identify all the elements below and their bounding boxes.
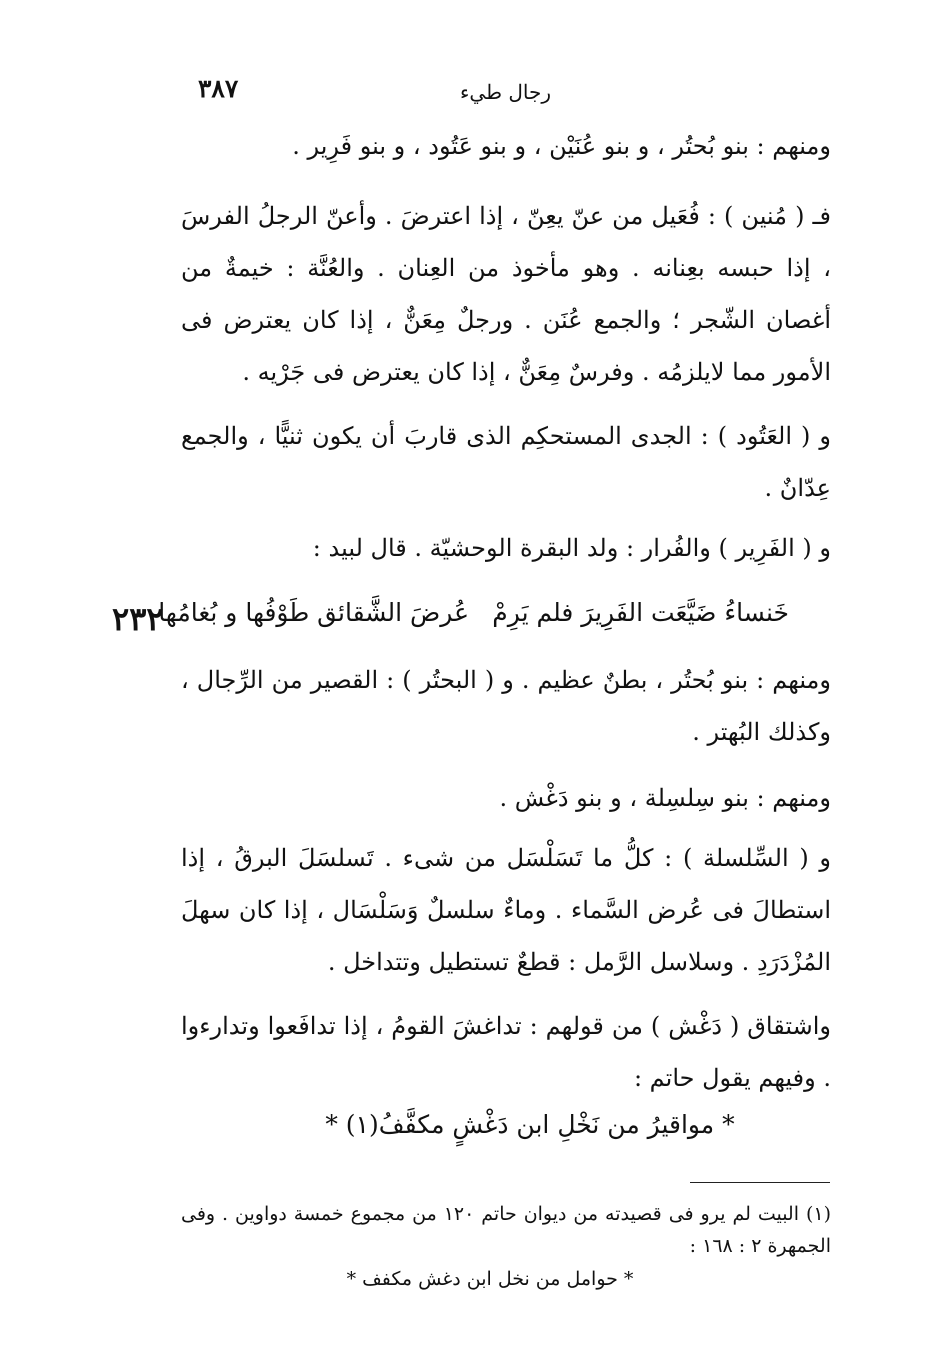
paragraph-2: فـ ( مُنين ) : فُعَيل من عنّ يعِنّ ، إذا اعترضَ . وأعنّ الرجلُ الفرسَ ، إذا حبسه بعِنانه . وهو مأخوذ من العِنان . والعُنَّة : خيمةٌ من أغصان الشّجر ؛ والجمع عُنَن . ورجلٌ مِعَنٌّ ، إذا كان يعترض فى الأمور مما لايلزمُه . وفرسٌ مِعَنٌّ ، إذا كان يعترض فى جَرْيه .: [181, 202, 831, 386]
paragraph-6: ومنهم : بنو سِلسِلة ، و بنو دَغْش .: [499, 784, 831, 812]
poem-half-verse: * مواقيرُ من نَخْلِ ابن دَغْشٍ مكفَّفُ(١) *: [325, 1110, 735, 1139]
verse-second-hemistich: عُرضَ الشَّقائق طَوْفُها و بُغامُها: [158, 598, 469, 627]
page-header: [190, 74, 800, 114]
paragraph-3: و ( العَتُود ) : الجدى المستحكِم الذى قاربَ أن يكون ثنيًّا ، والجمع عِدّانٌ .: [181, 422, 832, 502]
verse-first-hemistich: خَنساءُ ضَيَّعَت الفَرِيرَ فلم يَرِمْ: [492, 598, 789, 627]
footnote-text: (١) البيت لم يرو فى قصيدته من ديوان حاتم ١٢٠ من مجموع خمسة دواوين . وفى الجمهرة ٢ : ١٦٨ :: [181, 1203, 831, 1257]
margin-number: ٢٣٢: [112, 600, 164, 638]
paragraph-7: و ( السِّلسلة ) : كلُّ ما تَسَلْسَل من شىء . تَسلسَلَ البرقُ ، إذا استطالَ فى عُرض السَّماء . وماءٌ سلسلٌ وَسَلْسَال ، إذا كان سهلَ المُزْدَرَدِ . وسلاسل الرَّمل : قطعٌ تستطيل وتتداخل .: [181, 844, 831, 976]
footnote-verse: * حوامل من نخل ابن دغش مكفف *: [346, 1268, 634, 1290]
footnote-divider: [690, 1182, 830, 1183]
page-number: ٣٨٧: [198, 74, 239, 103]
paragraph-5: ومنهم : بنو بُحتُر ، بطنٌ عظيم . و ( البحتُر ) : القصير من الرِّجال ، وكذلك البُهتر .: [181, 666, 831, 746]
running-title: رجال طيء: [460, 80, 551, 104]
paragraph-1: ومنهم : بنو بُحتُر ، و بنو عُنَيْن ، و بنو عَتُود ، و بنو فَرِير .: [292, 132, 831, 160]
paragraph-8: واشتقاق ( دَغْش ) من قولهم : تداغشَ القومُ ، إذا تدافَعوا وتدارءوا . وفيهم يقول حاتم :: [181, 1012, 831, 1092]
paragraph-4: و ( الفَرِير ) والفُرار : ولد البقرة الوحشيّة . قال لبيد :: [312, 534, 831, 562]
